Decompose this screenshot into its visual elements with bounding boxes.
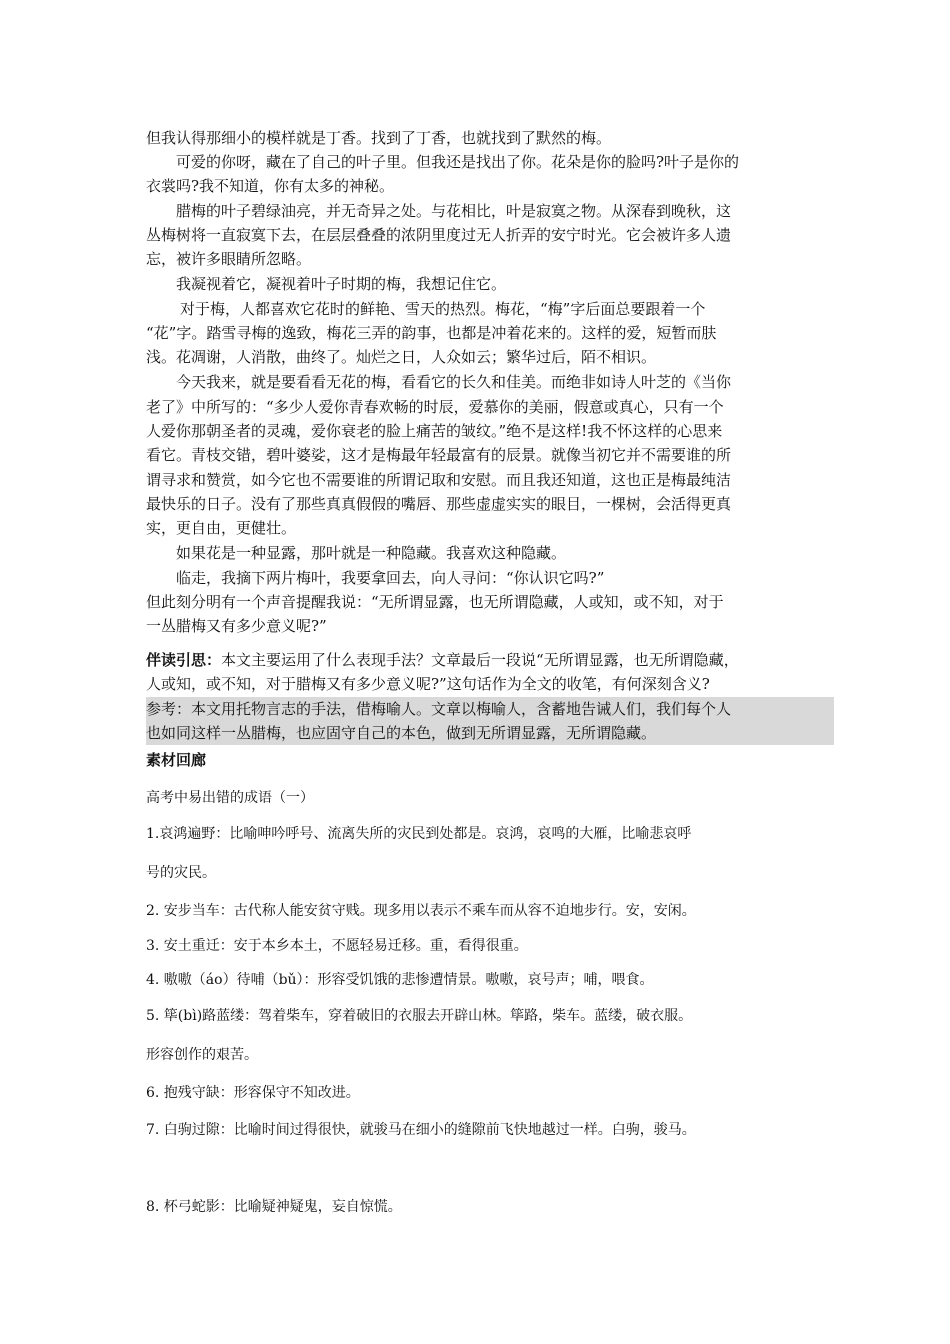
question-line (146, 648, 816, 672)
essay-line: 浅。花凋谢，人消散，曲终了。灿烂之日，人众如云；繁华过后，陌不相识。 (146, 348, 657, 366)
answer-line: 参考：本文用托物言志的手法，借梅喻人。文章以梅喻人，含蓄地告诫人们，我们每个人 (146, 697, 834, 721)
essay-line: 忘，被许多眼睛所忽略。 (146, 250, 312, 268)
essay-line: 我凝视着它，凝视着叶子时期的梅，我想记住它。 (176, 275, 507, 293)
essay-line: “花”字。踏雪寻梅的逸致，梅花三弄的韵事，也都是冲着花来的。这样的爱，短暂而肤 (146, 324, 717, 342)
essay-line: 实，更自由，更健壮。 (146, 519, 297, 537)
idiom-item: 5. 筚(bì)路蓝缕：驾着柴车，穿着破旧的衣服去开辟山林。筚路，柴车。蓝缕，破衣服。 (146, 1008, 693, 1024)
essay-line: 人爱你那朝圣者的灵魂，爱你衰老的脸上痛苦的皱纹。”绝不是这样!我不怀这样的心思来 (146, 422, 723, 440)
question-line: 人或知，或不知，对于腊梅又有多少意义呢?”这句话作为全文的收笔，有何深刻含义? (146, 675, 710, 693)
essay-line: 丛梅树将一直寂寞下去，在层层叠叠的浓阴里度过无人折弄的安宁时光。它会被许多人遗 (146, 226, 732, 244)
essay-line: 临走，我摘下两片梅叶，我要拿回去，向人寻问：“你认识它吗?” (176, 569, 605, 587)
essay-line: 可爱的你呀，藏在了自己的叶子里。但我还是找出了你。花朵是你的脸吗?叶子是你的 (176, 153, 740, 171)
essay-line: 对于梅，人都喜欢它花时的鲜艳、雪天的热烈。梅花，“梅”字后面总要跟着一个 (180, 300, 706, 318)
essay-line: 腊梅的叶子碧绿油亮，并无奇异之处。与花相比，叶是寂寞之物。从深春到晚秋，这 (176, 202, 732, 220)
essay-line: 但我认得那细小的模样就是丁香。找到了丁香，也就找到了默然的梅。 (146, 129, 612, 147)
essay-line: 但此刻分明有一个声音提醒我说：“无所谓显露，也无所谓隐藏，人或知，或不知，对于 (146, 593, 724, 611)
essay-line: 最快乐的日子。没有了那些真真假假的嘴唇、那些虚虚实实的眼目，一棵树，会活得更真 (146, 495, 732, 513)
idiom-item: 8. 杯弓蛇影：比喻疑神疑鬼，妄自惊慌。 (146, 1199, 402, 1215)
question-label: 伴读引思： (146, 651, 222, 669)
idiom-item: 2. 安步当车：古代称人能安贫守贱。现多用以表示不乘车而从容不迫地步行。安，安闲。 (146, 903, 696, 919)
idiom-item: 号的灾民。 (146, 865, 216, 881)
essay-line: 谓寻求和赞赏，如今它也不需要谁的所谓记取和安慰。而且我还知道，这也正是梅最纯洁 (146, 471, 732, 489)
idiom-item: 3. 安土重迁：安于本乡本土，不愿轻易迁移。重，看得很重。 (146, 938, 528, 954)
essay-line: 衣裳吗?我不知道，你有太多的神秘。 (146, 177, 395, 195)
essay-line: 老了》中所写的：“多少人爱你青春欢畅的时辰，爱慕你的美丽，假意或真心，只有一个 (146, 398, 724, 416)
answer-line: 也如同这样一丛腊梅，也应固守自己的本色，做到无所谓显露，无所谓隐藏。 (146, 721, 834, 745)
idiom-item: 6. 抱残守缺：形容保守不知改进。 (146, 1085, 360, 1101)
essay-line: 如果花是一种显露，那叶就是一种隐藏。我喜欢这种隐藏。 (176, 544, 567, 562)
essay-line: 看它。青枝交错，碧叶婆娑，这才是梅最年轻最富有的辰景。就像当初它并不需要谁的所 (146, 446, 732, 464)
idiom-item: 1.哀鸿遍野：比喻呻吟呼号、流离失所的灾民到处都是。哀鸿，哀鸣的大雁，比喻悲哀呼 (146, 826, 692, 842)
idiom-item: 形容创作的艰苦。 (146, 1047, 258, 1063)
essay-line: 一丛腊梅又有多少意义呢?” (146, 617, 327, 635)
idiom-item: 4. 嗷嗷（áo）待哺（bǔ）：形容受饥饿的悲惨遭情景。嗷嗷，哀号声；哺，喂食。 (146, 972, 654, 988)
idiom-item: 7. 白驹过隙：比喻时间过得很快，就骏马在细小的缝隙前飞快地越过一样。白驹，骏马。 (146, 1122, 696, 1138)
section-subheading: 高考中易出错的成语（一） (146, 790, 314, 806)
essay-line: 今天我来，就是要看看无花的梅，看看它的长久和佳美。而绝非如诗人叶芝的《当你 (176, 373, 732, 391)
question-text: 本文主要运用了什么表现手法？文章最后一段说“无所谓显露，也无所谓隐藏， (221, 651, 739, 669)
section-heading: 素材回廊 (146, 751, 207, 769)
